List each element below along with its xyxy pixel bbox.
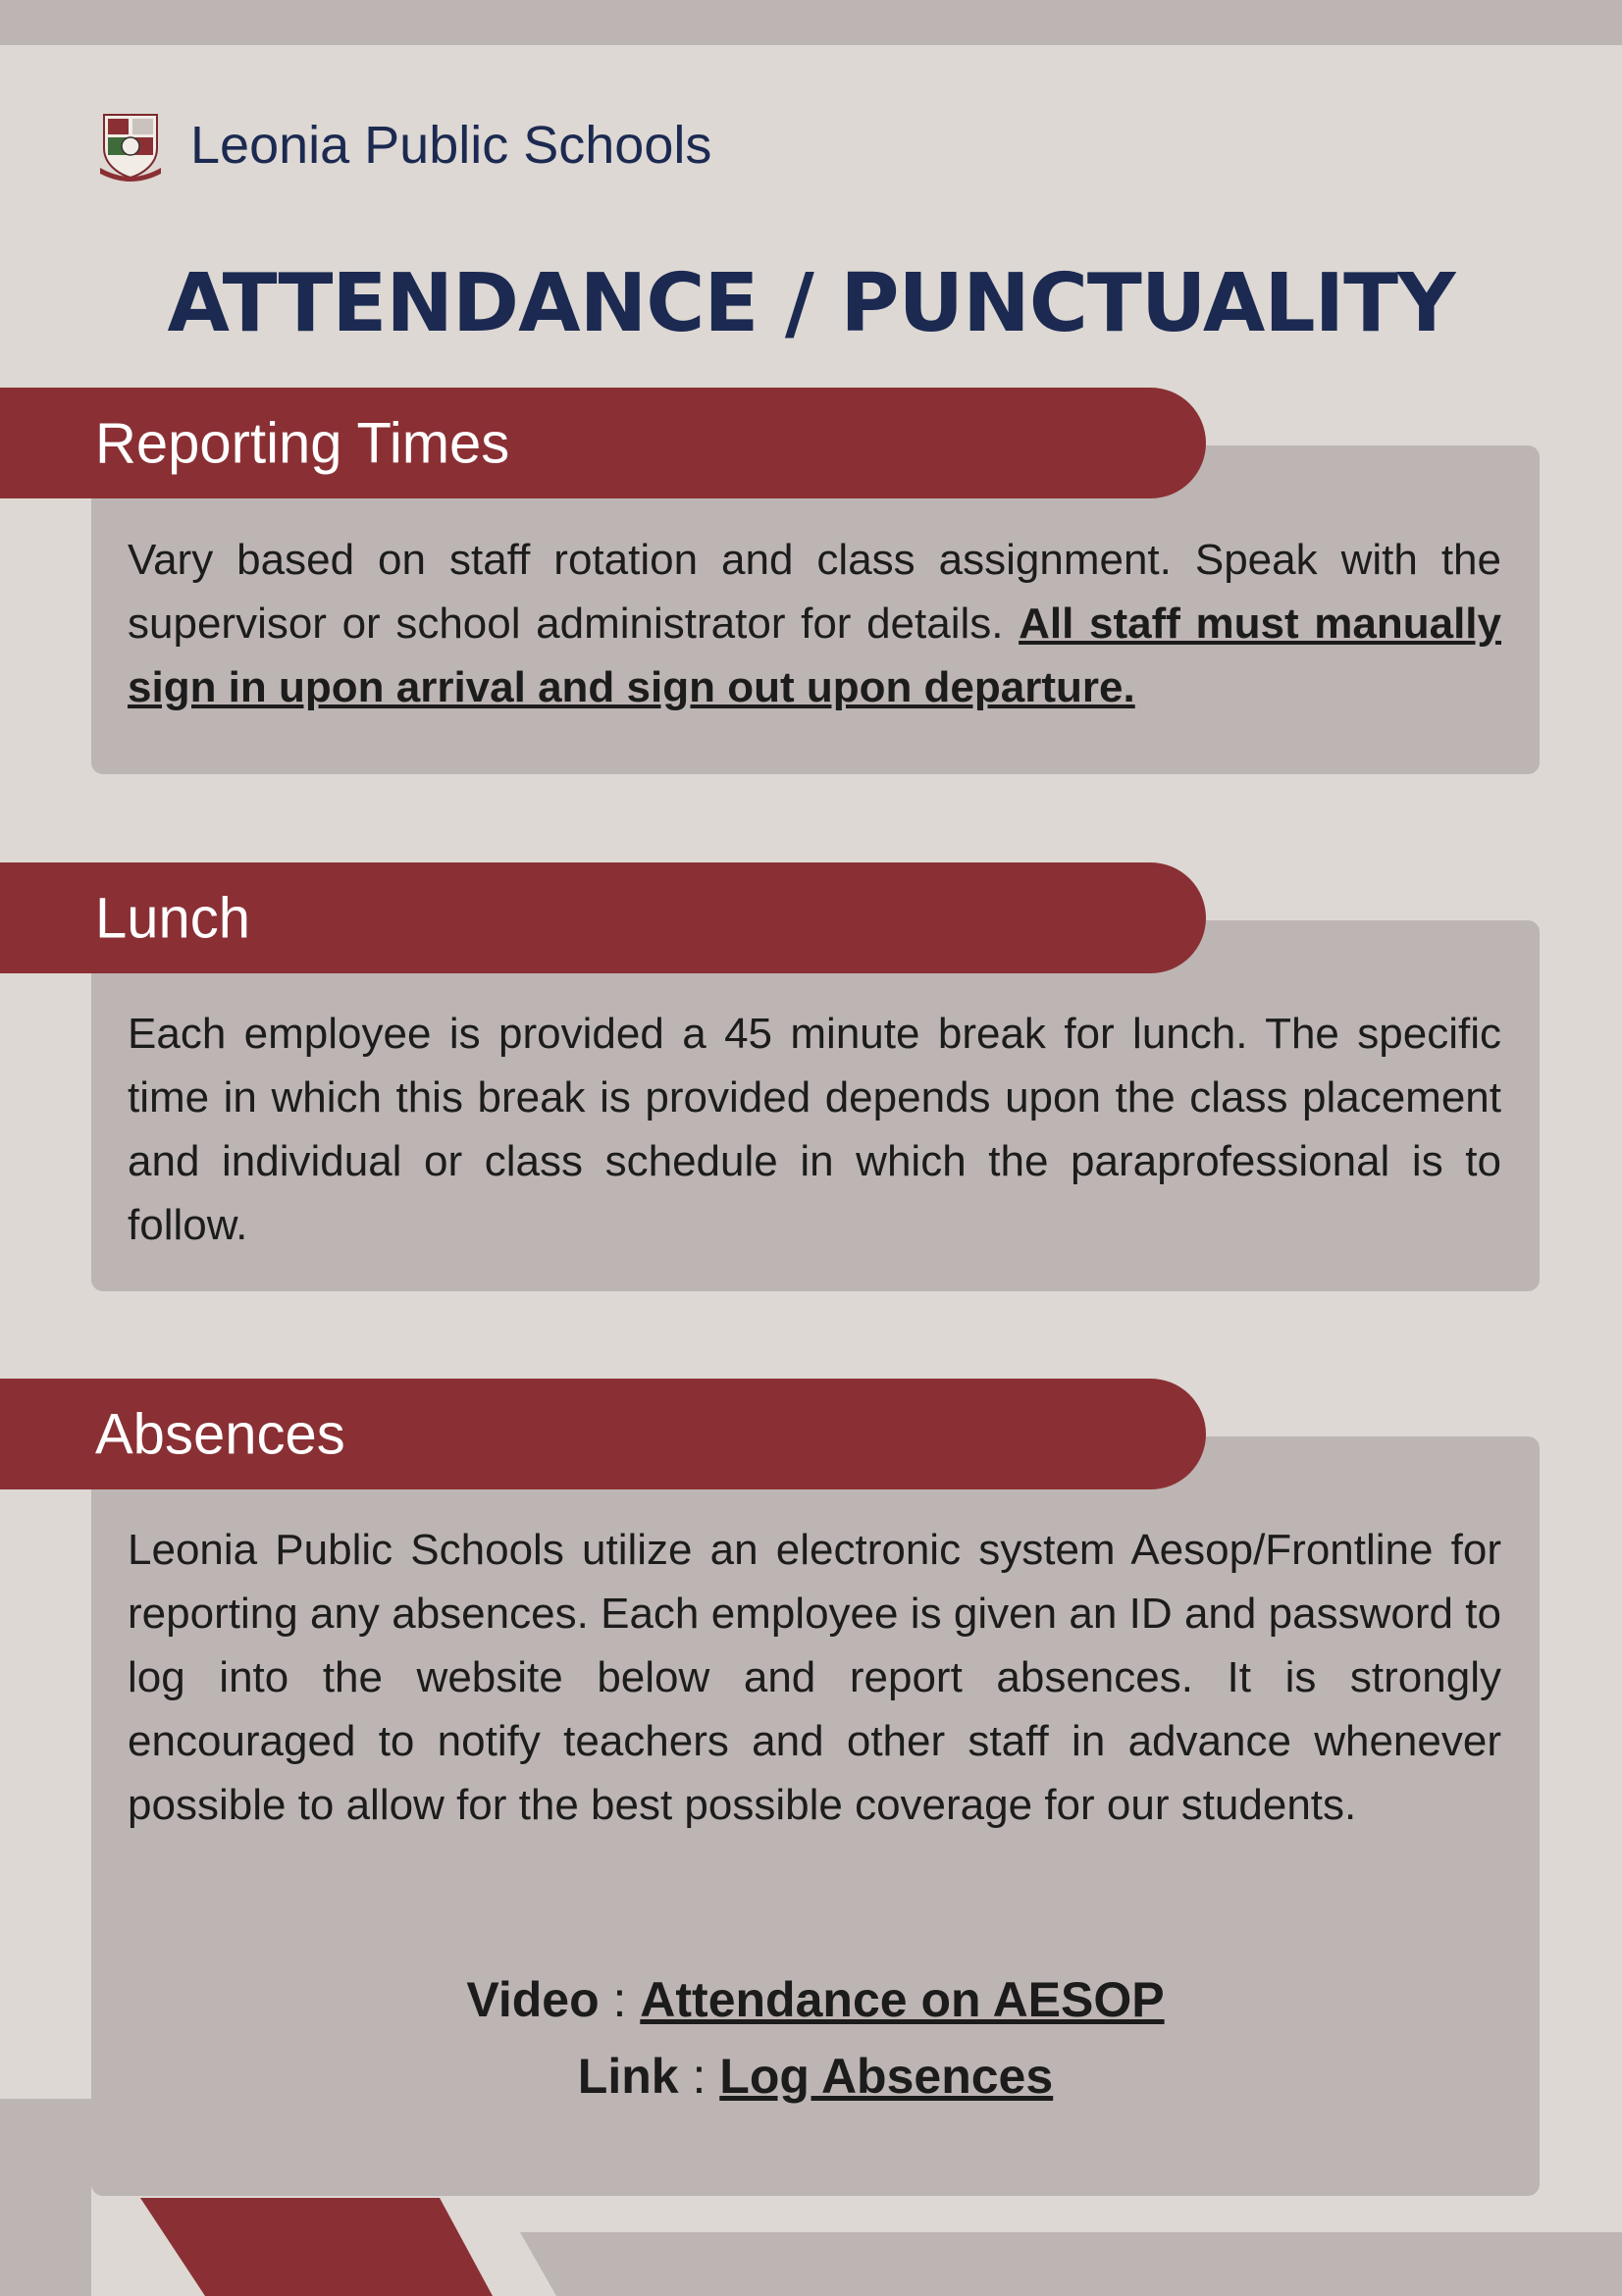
- link-separator: :: [678, 2049, 720, 2104]
- absences-text: Leonia Public Schools utilize an electronic system Aesop/Frontline for reporting any absences. Each employee is given an ID and password to log into the website below and report absences. It is strongly encouraged to notify teachers and other staff in advance whenever possible to allow for the best possible coverage for our students.: [128, 1526, 1501, 1829]
- attendance-video-link[interactable]: Attendance on AESOP: [640, 1972, 1165, 2027]
- header: [96, 110, 711, 181]
- lunch-text: Each employee is provided a 45 minute break for lunch. The specific time in which this break is provided depends upon the class placement and individual or class schedule in which the paraprofessional is to follow.: [128, 1010, 1501, 1249]
- page-title: ATTENDANCE / PUNCTUALITY: [167, 257, 1455, 350]
- footer-gray-stripe: [520, 2232, 1622, 2296]
- lunch-heading: Lunch: [95, 886, 251, 950]
- footer-red-stripe: [140, 2198, 493, 2296]
- absences-header: [0, 1379, 1206, 1489]
- reporting-times-header: [0, 388, 1206, 498]
- link-line: [91, 2038, 1540, 2114]
- reporting-times-text: [128, 528, 1501, 719]
- school-name: Leonia Public Schools: [190, 116, 712, 175]
- reporting-times-body: Vary based on staff rotation and class assignment. Speak with the supervisor or school administrator for details.: [128, 536, 1501, 648]
- footer-decoration: [0, 2188, 1622, 2296]
- video-separator: :: [599, 1972, 641, 2027]
- video-line: [91, 1961, 1540, 2038]
- resource-links: [91, 1961, 1540, 2114]
- log-absences-link[interactable]: Log Absences: [719, 2049, 1054, 2104]
- school-crest-icon: [96, 109, 165, 182]
- lunch-header: [0, 862, 1206, 973]
- link-label: Link: [577, 2049, 679, 2104]
- reporting-times-heading: Reporting Times: [95, 411, 510, 475]
- video-label: Video: [466, 1972, 600, 2027]
- absences-heading: Absences: [95, 1402, 345, 1466]
- sign-in-requirement: All staff must manually sign in upon arrival and sign out upon departure.: [128, 600, 1501, 711]
- top-strip: [0, 0, 1622, 45]
